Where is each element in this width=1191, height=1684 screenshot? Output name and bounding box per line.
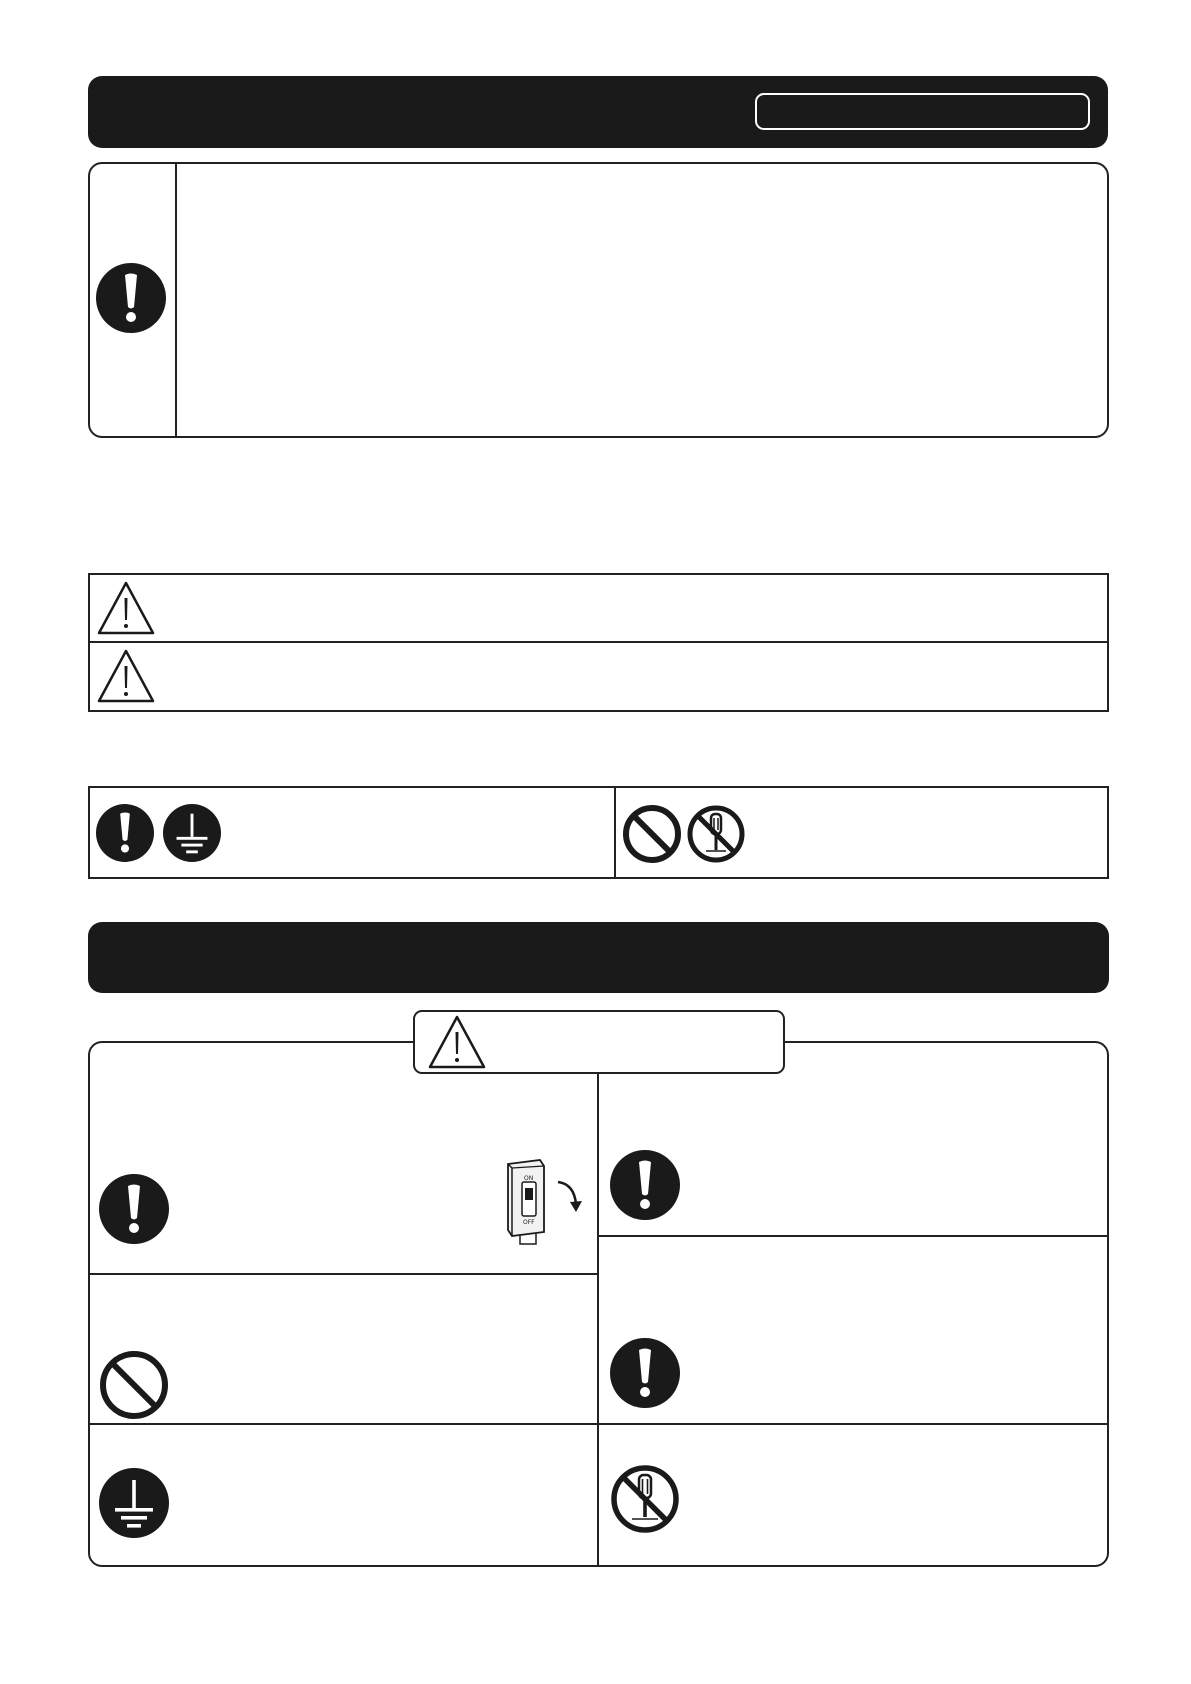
- warning-triangle-icon: [427, 1014, 487, 1070]
- legend-divider: [88, 641, 1109, 643]
- warning-triangle-icon: [96, 580, 156, 636]
- caution-triangle-icon: [96, 648, 156, 704]
- intro-notice-box: [88, 162, 1109, 438]
- header-badge: [755, 93, 1090, 130]
- no-circle-icon: [622, 804, 682, 864]
- no-circle-icon: [99, 1350, 169, 1420]
- no-disassemble-icon: [610, 1464, 680, 1534]
- svg-text:ON: ON: [524, 1175, 534, 1182]
- svg-text:OFF: OFF: [523, 1219, 535, 1226]
- warning-table-col-divider: [597, 1071, 599, 1566]
- section-bar: [88, 922, 1109, 993]
- left-row-divider-2: [89, 1423, 1108, 1425]
- exclamation-circle-icon: [96, 263, 166, 333]
- exclamation-circle-icon: [99, 1174, 169, 1244]
- exclamation-circle-icon: [96, 804, 154, 862]
- ground-circle-icon: [99, 1468, 169, 1538]
- exclamation-circle-icon: [610, 1338, 680, 1408]
- intro-divider: [175, 163, 177, 437]
- no-disassemble-icon: [686, 804, 746, 864]
- right-row-divider-1: [598, 1235, 1108, 1237]
- left-row-divider-1: [89, 1273, 598, 1275]
- symbol-legend-divider: [614, 787, 616, 878]
- exclamation-circle-icon: [610, 1150, 680, 1220]
- ground-circle-icon: [163, 804, 221, 862]
- breaker-switch-icon: [500, 1158, 590, 1248]
- symbol-legend: [88, 786, 1109, 879]
